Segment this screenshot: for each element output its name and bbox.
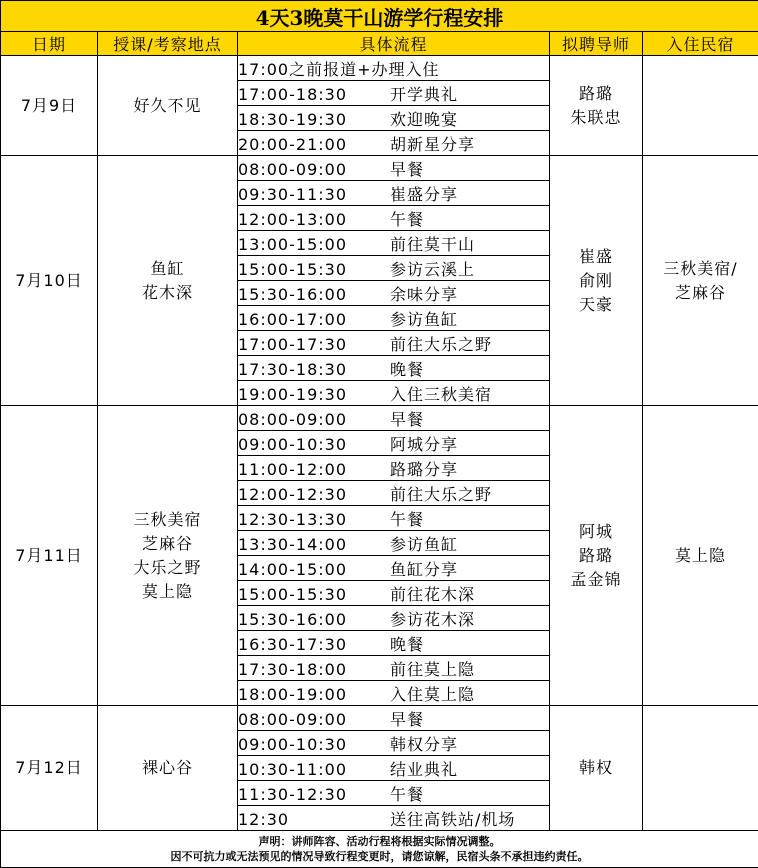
header-row xyxy=(1,32,758,56)
day-stay xyxy=(643,156,758,406)
schedule-item xyxy=(238,181,550,206)
mentor-name: 孟金锦 xyxy=(550,568,642,592)
item-time: 15:30-16:00 xyxy=(238,285,390,304)
item-event: 阿城分享 xyxy=(390,435,458,454)
item-event: 开学典礼 xyxy=(390,85,458,104)
location-line: 三秋美宿 xyxy=(98,508,237,532)
location-line: 花木深 xyxy=(98,281,237,305)
schedule-row xyxy=(1,156,758,181)
item-event: 参访鱼缸 xyxy=(390,310,458,329)
schedule-item xyxy=(238,56,550,81)
item-time: 09:30-11:30 xyxy=(238,185,390,204)
schedule-item xyxy=(238,631,550,656)
item-event: 鱼缸分享 xyxy=(390,560,458,579)
item-event: 结业典礼 xyxy=(390,760,458,779)
schedule-item xyxy=(238,256,550,281)
item-time: 19:00-19:30 xyxy=(238,385,390,404)
schedule-item xyxy=(238,531,550,556)
item-event: 早餐 xyxy=(390,410,424,429)
day-date: 7月10日 xyxy=(1,156,98,406)
item-time: 17:30-18:30 xyxy=(238,360,390,379)
schedule-item xyxy=(238,81,550,106)
item-event: 路璐分享 xyxy=(390,460,458,479)
day-mentors xyxy=(550,56,643,156)
mentor-name: 俞刚 xyxy=(550,269,642,293)
day-location xyxy=(98,706,238,831)
item-event: 晚餐 xyxy=(390,635,424,654)
item-event: 午餐 xyxy=(390,510,424,529)
item-event: 午餐 xyxy=(390,210,424,229)
day-location xyxy=(98,56,238,156)
header-location: 授课/考察地点 xyxy=(98,32,238,56)
item-time: 12:00-12:30 xyxy=(238,485,390,504)
item-time: 18:00-19:00 xyxy=(238,685,390,704)
schedule-item xyxy=(238,231,550,256)
schedule-item xyxy=(238,781,550,806)
item-time: 16:00-17:00 xyxy=(238,310,390,329)
item-event: 前往莫上隐 xyxy=(390,660,475,679)
item-event: 欢迎晚宴 xyxy=(390,110,458,129)
stay-line: 三秋美宿/ xyxy=(643,257,758,281)
location-line: 大乐之野 xyxy=(98,556,237,580)
schedule-row xyxy=(1,706,758,731)
schedule-item xyxy=(238,806,550,831)
page-title: 4天3晚莫干山游学行程安排 xyxy=(1,1,758,32)
location-line: 鱼缸 xyxy=(98,257,237,281)
day-mentors xyxy=(550,156,643,406)
item-time: 11:30-12:30 xyxy=(238,785,390,804)
item-time: 11:00-12:00 xyxy=(238,460,390,479)
item-time: 15:00-15:30 xyxy=(238,260,390,279)
item-time: 17:30-18:00 xyxy=(238,660,390,679)
mentor-name: 阿城 xyxy=(550,520,642,544)
schedule-item xyxy=(238,381,550,406)
day-location xyxy=(98,156,238,406)
item-event: 前往莫干山 xyxy=(390,235,475,254)
item-event: 参访云溪上 xyxy=(390,260,475,279)
item-time: 08:00-09:00 xyxy=(238,710,390,729)
schedule-item xyxy=(238,581,550,606)
stay-line: 芝麻谷 xyxy=(643,281,758,305)
item-event: 余味分享 xyxy=(390,285,458,304)
item-event: 入住三秋美宿 xyxy=(390,385,492,404)
header-schedule: 具体流程 xyxy=(238,32,550,56)
schedule-item xyxy=(238,156,550,181)
mentor-name: 崔盛 xyxy=(550,245,642,269)
schedule-item xyxy=(238,331,550,356)
item-event: 胡新星分享 xyxy=(390,135,475,154)
location-line: 裸心谷 xyxy=(98,756,237,780)
schedule-item xyxy=(238,606,550,631)
item-event: 前往花木深 xyxy=(390,585,475,604)
item-event: 早餐 xyxy=(390,160,424,179)
item-event: 韩权分享 xyxy=(390,735,458,754)
item-time: 17:00-17:30 xyxy=(238,335,390,354)
location-line: 好久不见 xyxy=(98,94,237,118)
day-date: 7月11日 xyxy=(1,406,98,706)
item-time: 14:00-15:00 xyxy=(238,560,390,579)
item-event: 入住莫上隐 xyxy=(390,685,475,704)
item-event: 参访鱼缸 xyxy=(390,535,458,554)
item-time: 15:00-15:30 xyxy=(238,585,390,604)
day-date: 7月9日 xyxy=(1,56,98,156)
schedule-item xyxy=(238,706,550,731)
item-time: 13:00-15:00 xyxy=(238,235,390,254)
item-event: 午餐 xyxy=(390,785,424,804)
item-time: 08:00-09:00 xyxy=(238,160,390,179)
footer-line: 声明：讲师阵容、活动行程将根据实际情况调整。 xyxy=(1,834,758,849)
schedule-item xyxy=(238,306,550,331)
item-time: 20:00-21:00 xyxy=(238,135,390,154)
item-time: 10:30-11:00 xyxy=(238,760,390,779)
schedule-item xyxy=(238,281,550,306)
item-event: 崔盛分享 xyxy=(390,185,458,204)
item-time: 12:30 xyxy=(238,810,390,829)
item-time: 17:00之前报道+办理入住 xyxy=(238,57,440,80)
schedule-row xyxy=(1,406,758,431)
schedule-item xyxy=(238,456,550,481)
item-event: 参访花木深 xyxy=(390,610,475,629)
schedule-item xyxy=(238,756,550,781)
item-time: 15:30-16:00 xyxy=(238,610,390,629)
schedule-item xyxy=(238,431,550,456)
schedule-item xyxy=(238,206,550,231)
schedule-item xyxy=(238,406,550,431)
item-time: 12:00-13:00 xyxy=(238,210,390,229)
item-event: 早餐 xyxy=(390,710,424,729)
item-time: 09:00-10:30 xyxy=(238,435,390,454)
item-time: 17:00-18:30 xyxy=(238,85,390,104)
header-date: 日期 xyxy=(1,32,98,56)
item-time: 12:30-13:30 xyxy=(238,510,390,529)
day-mentors xyxy=(550,706,643,831)
schedule-item xyxy=(238,656,550,681)
schedule-item xyxy=(238,356,550,381)
schedule-row xyxy=(1,56,758,81)
location-line: 芝麻谷 xyxy=(98,532,237,556)
footer-row xyxy=(1,831,758,868)
schedule-item xyxy=(238,106,550,131)
item-event: 送往高铁站/机场 xyxy=(390,810,515,829)
schedule-item xyxy=(238,481,550,506)
item-event: 前往大乐之野 xyxy=(390,485,492,504)
item-time: 18:30-19:30 xyxy=(238,110,390,129)
mentor-name: 天豪 xyxy=(550,293,642,317)
mentor-name: 韩权 xyxy=(550,756,642,780)
schedule-item xyxy=(238,556,550,581)
schedule-item xyxy=(238,131,550,156)
footer-line: 因不可抗力或无法预见的情况导致行程变更时，请您谅解，民宿头条不承担违约责任。 xyxy=(1,849,758,864)
schedule-item xyxy=(238,731,550,756)
location-line: 莫上隐 xyxy=(98,580,237,604)
item-time: 13:30-14:00 xyxy=(238,535,390,554)
mentor-name: 朱联忠 xyxy=(550,106,642,130)
header-stay: 入住民宿 xyxy=(643,32,758,56)
day-stay xyxy=(643,406,758,706)
schedule-item xyxy=(238,681,550,706)
day-stay xyxy=(643,56,758,156)
day-stay xyxy=(643,706,758,831)
item-time: 09:00-10:30 xyxy=(238,735,390,754)
item-event: 晚餐 xyxy=(390,360,424,379)
header-mentor: 拟聘导师 xyxy=(550,32,643,56)
stay-line: 莫上隐 xyxy=(643,544,758,568)
schedule-item xyxy=(238,506,550,531)
day-date: 7月12日 xyxy=(1,706,98,831)
mentor-name: 路璐 xyxy=(550,82,642,106)
item-time: 08:00-09:00 xyxy=(238,410,390,429)
item-event: 前往大乐之野 xyxy=(390,335,492,354)
item-time: 16:30-17:30 xyxy=(238,635,390,654)
mentor-name: 路璐 xyxy=(550,544,642,568)
day-mentors xyxy=(550,406,643,706)
day-location xyxy=(98,406,238,706)
footer-note xyxy=(1,831,758,868)
